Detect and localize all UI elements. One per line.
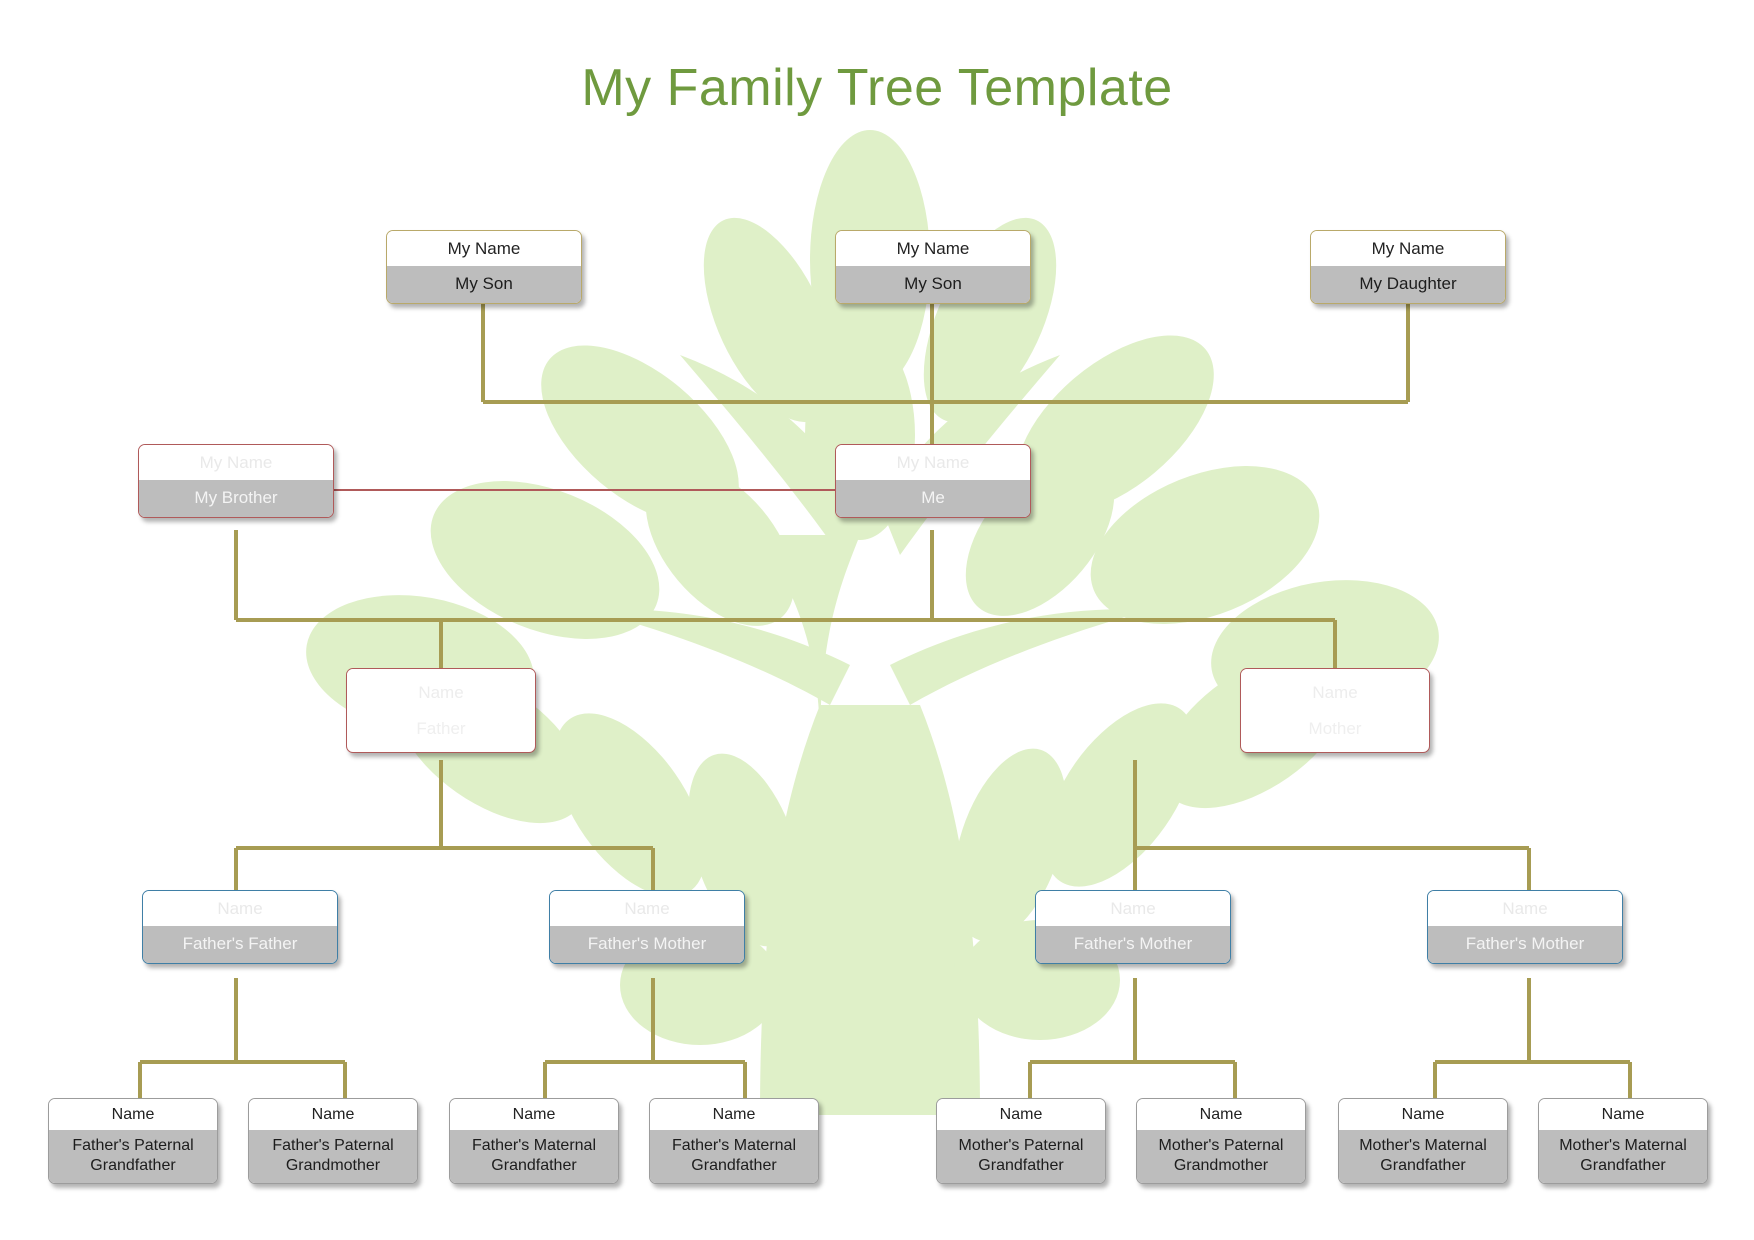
node-grandparent-4[interactable] xyxy=(1427,890,1623,964)
node-role: Father's Maternal Grandfather xyxy=(450,1130,618,1182)
node-role: Mother's Maternal Grandfather xyxy=(1339,1130,1507,1182)
node-name: Name xyxy=(143,891,337,926)
node-role: My Son xyxy=(836,266,1030,303)
node-role: Father's Paternal Grandmother xyxy=(249,1130,417,1182)
node-grandparent-3[interactable] xyxy=(1035,890,1231,964)
node-grandparent-1[interactable] xyxy=(142,890,338,964)
node-name: My Name xyxy=(139,445,333,480)
node-role: Mother xyxy=(1308,718,1362,738)
node-great-grandparent-8[interactable] xyxy=(1538,1098,1708,1184)
node-name: Name xyxy=(1137,1099,1305,1130)
node-name: Name xyxy=(1428,891,1622,926)
node-name: Name xyxy=(1241,669,1429,709)
node-name: My Name xyxy=(387,231,581,266)
node-brother[interactable] xyxy=(138,444,334,518)
node-great-grandparent-3[interactable] xyxy=(449,1098,619,1184)
node-name: Name xyxy=(450,1099,618,1130)
node-name: My Name xyxy=(1311,231,1505,266)
node-role: Mother's Paternal Grandfather xyxy=(937,1130,1105,1182)
node-name: Name xyxy=(1036,891,1230,926)
node-name: Name xyxy=(249,1099,417,1130)
node-role: Father's Mother xyxy=(1036,926,1230,963)
node-role: Father xyxy=(416,718,466,738)
node-father[interactable] xyxy=(346,668,536,753)
node-role: Me xyxy=(836,480,1030,517)
node-great-grandparent-5[interactable] xyxy=(936,1098,1106,1184)
node-role: Father's Mother xyxy=(550,926,744,963)
node-name: Name xyxy=(1339,1099,1507,1130)
node-grandparent-2[interactable] xyxy=(549,890,745,964)
node-great-grandparent-2[interactable] xyxy=(248,1098,418,1184)
node-child-2[interactable] xyxy=(835,230,1031,304)
node-role: Mother's Paternal Grandmother xyxy=(1137,1130,1305,1182)
node-name: Name xyxy=(1539,1099,1707,1130)
node-great-grandparent-6[interactable] xyxy=(1136,1098,1306,1184)
node-name: Name xyxy=(937,1099,1105,1130)
node-great-grandparent-4[interactable] xyxy=(649,1098,819,1184)
node-role: Father's Maternal Grandfather xyxy=(650,1130,818,1182)
node-role: My Brother xyxy=(139,480,333,517)
node-child-3[interactable] xyxy=(1310,230,1506,304)
node-child-1[interactable] xyxy=(386,230,582,304)
node-role: Father's Paternal Grandfather xyxy=(49,1130,217,1182)
node-name: Name xyxy=(650,1099,818,1130)
node-me[interactable] xyxy=(835,444,1031,518)
node-great-grandparent-1[interactable] xyxy=(48,1098,218,1184)
node-name: Name xyxy=(49,1099,217,1130)
node-great-grandparent-7[interactable] xyxy=(1338,1098,1508,1184)
node-name: My Name xyxy=(836,231,1030,266)
page-title: My Family Tree Template xyxy=(581,59,1173,117)
node-role: Father's Father xyxy=(143,926,337,963)
node-mother[interactable] xyxy=(1240,668,1430,753)
node-role: Mother's Maternal Grandfather xyxy=(1539,1130,1707,1182)
node-name: Name xyxy=(550,891,744,926)
node-role: My Daughter xyxy=(1311,266,1505,303)
node-name: My Name xyxy=(836,445,1030,480)
node-name: Name xyxy=(347,669,535,709)
node-role: Father's Mother xyxy=(1428,926,1622,963)
node-role: My Son xyxy=(387,266,581,303)
